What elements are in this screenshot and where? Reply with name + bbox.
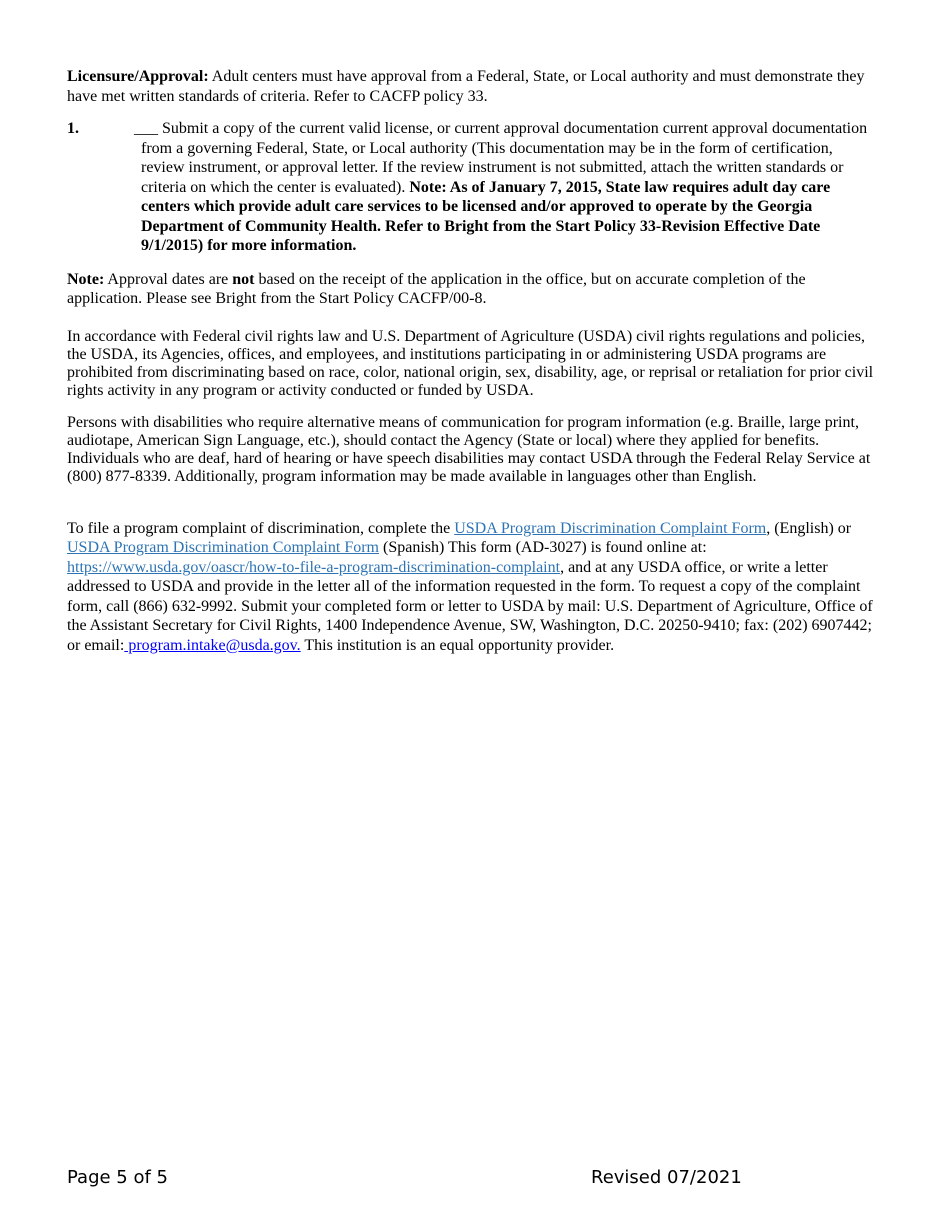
- complaint-text-2: , (English) or: [766, 519, 852, 537]
- approval-note-label: Note:: [67, 270, 105, 288]
- page-number: Page 5 of 5: [67, 1167, 168, 1188]
- item-number: 1.: [67, 120, 79, 137]
- complaint-paragraph: [67, 519, 879, 656]
- licensure-paragraph: [67, 67, 879, 106]
- checklist-item-1: [67, 119, 879, 256]
- revision-date: Revised 07/2021: [591, 1167, 742, 1188]
- complaint-text-5: This institution is an equal opportunity provider.: [300, 636, 615, 654]
- complaint-text-4: , and at any USDA office, or write a letter addressed to USDA and provide in the letter all of the information requested in the form. To request a copy of the complaint form, call (866) 632-9992. Submit your completed form or letter to USDA by mail: U.S. Department of Agriculture, Office of the Assistant Secretary for Civil Rights, 1400 Independence Avenue, SW, Washington, D.C. 20250-9410; fax: (202) 6907442; or email:: [67, 558, 873, 654]
- email-link[interactable]: program.intake@usda.gov.: [124, 636, 301, 654]
- licensure-heading: Licensure/Approval:: [67, 68, 209, 85]
- approval-note-text-1: Approval dates are: [104, 270, 233, 288]
- approval-note-emphasis: not: [232, 270, 255, 288]
- civil-rights-paragraph: In accordance with Federal civil rights law and U.S. Department of Agriculture (USDA) civil rights regulations and policies, the USDA, its Agencies, offices, and employees, and institutions participating in or administering USDA programs are prohibited from discriminating based on race, color, national origin, sex, disability, age, or reprisal or retaliation for prior civil rights activity in any program or activity conducted or funded by USDA.: [67, 327, 874, 399]
- licensure-text: Adult centers must have approval from a Federal, State, or Local authority and must demonstrate they have met written standards of criteria. Refer to CACFP policy 33.: [67, 68, 865, 105]
- complaint-form-link-english[interactable]: USDA Program Discrimination Complaint Form: [454, 519, 767, 537]
- item-1-text: Submit a copy of the current valid license, or current approval documentation current approval documentation from a governing Federal, State, or Local authority (This documentation may be in the form of certification, review instrument, or approval letter. If the review instrument is not submitted, attach the written standards or criteria on which the center is evaluated).: [141, 120, 868, 196]
- spacer: [67, 499, 879, 519]
- complaint-url-link[interactable]: https://www.usda.gov/oascr/how-to-file-a-program-discrimination-complaint: [67, 558, 561, 576]
- checkbox-blank[interactable]: ___: [134, 120, 158, 137]
- complaint-text-3: (Spanish) This form (AD-3027) is found online at:: [379, 539, 707, 556]
- approval-note-text-2: based on the receipt of the application in the office, but on accurate completion of the application. Please see Bright from the Start Policy CACFP/00-8.: [67, 270, 806, 307]
- complaint-form-link-spanish[interactable]: USDA Program Discrimination Complaint Form: [67, 539, 379, 556]
- item-1-note: Note: As of January 7, 2015, State law requires adult day care centers which provide adult care services to be licensed and/or approved to operate by the Georgia Department of Community Health. Refer to Bright from the Start Policy 33-Revision Effective Date 9/1/2015) for more information.: [141, 178, 831, 254]
- complaint-text-1: To file a program complaint of discrimination, complete the: [67, 519, 455, 537]
- approval-note: [67, 270, 879, 309]
- disabilities-paragraph: Persons with disabilities who require alternative means of communication for program information (e.g. Braille, large print, audiotape, American Sign Language, etc.), should contact the Agency (State or local) where they applied for benefits. Individuals who are deaf, hard of hearing or have speech disabilities may contact USDA through the Federal Relay Service at (800) 877-8339. Additionally, program information may be made available in languages other than English.: [67, 413, 871, 485]
- document-body: [67, 67, 879, 655]
